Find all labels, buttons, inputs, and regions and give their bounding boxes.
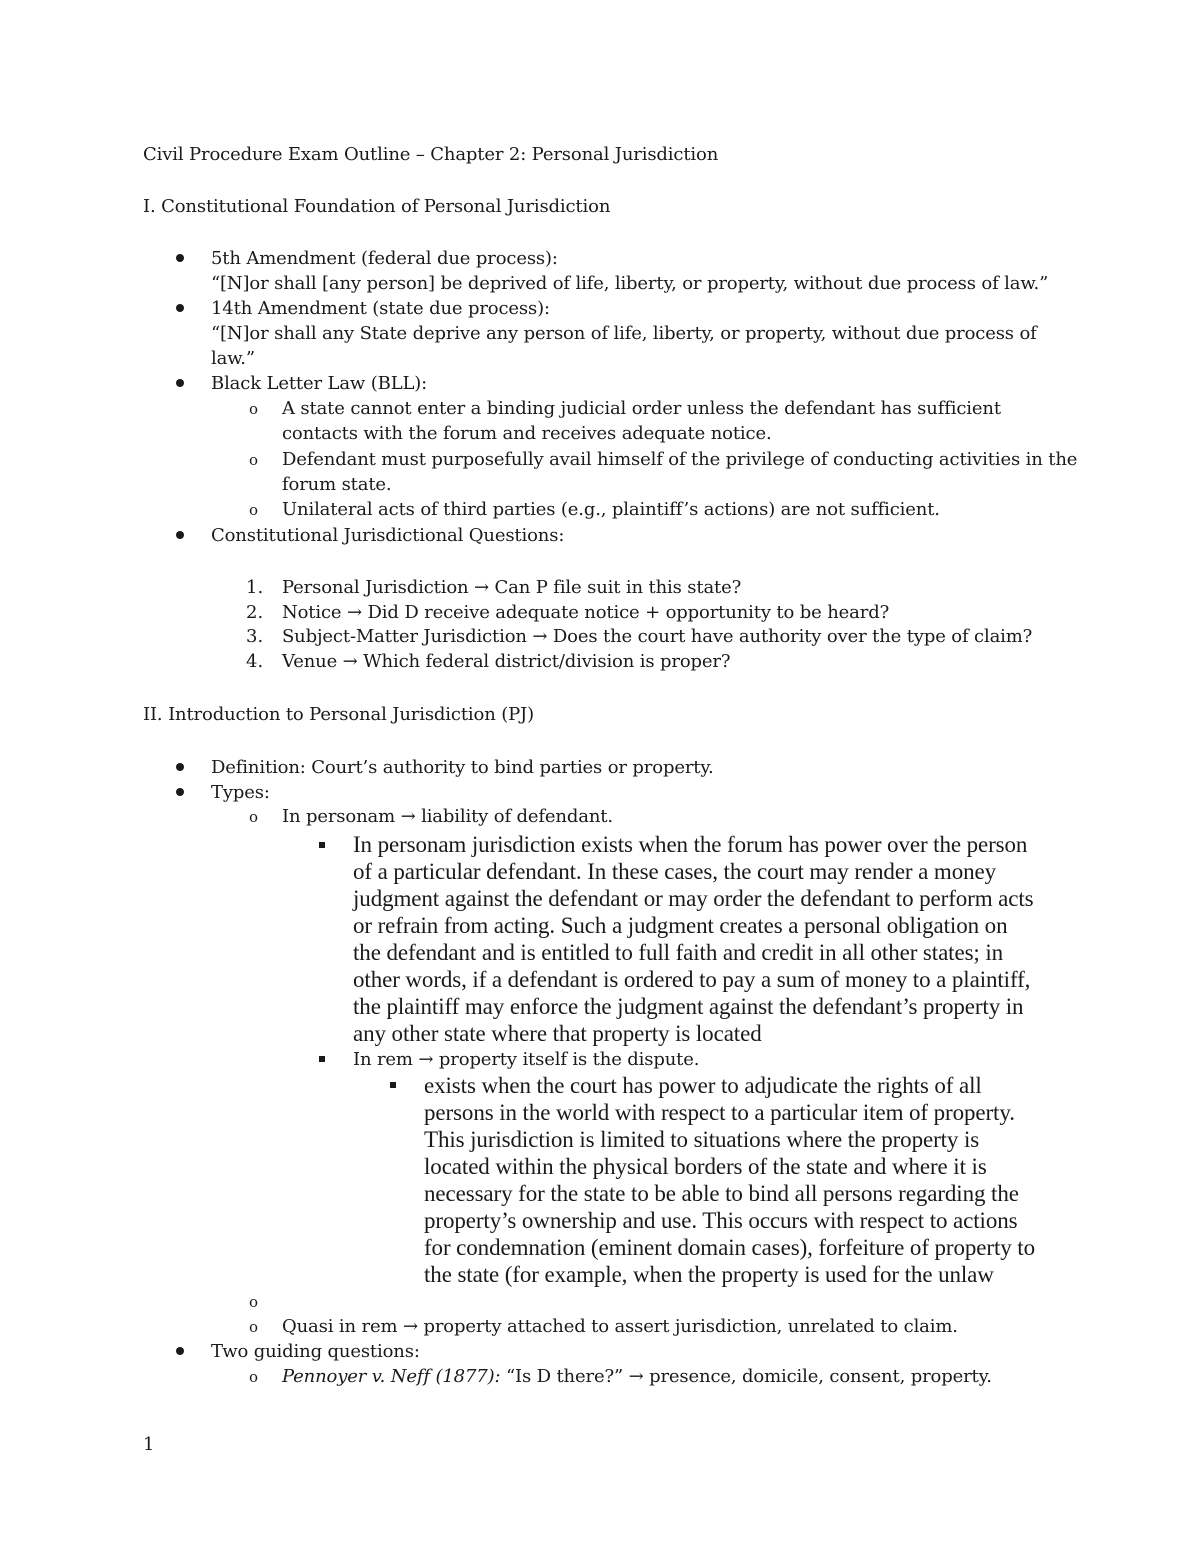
bullet-o-icon: o (249, 501, 259, 519)
question-number: 2. (246, 602, 264, 623)
question-item: Subject-Matter Jurisdiction → Does the court have authority over the type of claim? (282, 626, 1033, 647)
bullet-dot-icon (176, 788, 184, 796)
list-item: Defendant must purposefully avail himself of the privilege of conducting activities in the (282, 449, 1078, 470)
paragraph-line: property’s ownership and use. This occurs with respect to actions (424, 1208, 1018, 1233)
list-item: Definition: Court’s authority to bind parties or property. (211, 757, 714, 778)
question-item: Personal Jurisdiction → Can P file suit in this state? (282, 577, 742, 598)
bullet-dot-icon (176, 379, 184, 387)
bullet-dot-icon (176, 531, 184, 539)
case-name: Pennoyer v. Neff (1877): (282, 1366, 501, 1387)
list-item: Types: (211, 782, 270, 803)
list-item: Constitutional Jurisdictional Questions: (211, 525, 565, 546)
document-title: Civil Procedure Exam Outline – Chapter 2: Personal Jurisdiction (143, 144, 719, 165)
bullet-o-icon: o (249, 400, 259, 418)
list-item: In personam → liability of defendant. (282, 806, 613, 827)
bullet-o-icon: o (249, 1293, 259, 1311)
question-number: 1. (246, 577, 264, 598)
paragraph-line: the defendant and is entitled to full faith and credit in all other states; in (353, 940, 1004, 965)
quote-14th-amendment: “[N]or shall any State deprive any person of life, liberty, or property, without due process of (211, 323, 1037, 344)
paragraph-line: located within the physical borders of the state and where it is (424, 1154, 987, 1179)
paragraph-line: exists when the court has power to adjudicate the rights of all (424, 1073, 982, 1098)
bullet-dot-icon (176, 763, 184, 771)
paragraph-line: This jurisdiction is limited to situations where the property is (424, 1127, 980, 1152)
paragraph-line: any other state where that property is located (353, 1021, 762, 1046)
bullet-square-icon (319, 842, 325, 848)
bullet-o-icon: o (249, 808, 259, 826)
paragraph-line: other words, if a defendant is ordered to pay a sum of money to a plaintiff, (353, 967, 1031, 992)
paragraph-line: necessary for the state to be able to bind all persons regarding the (424, 1181, 1019, 1206)
bullet-square-icon (390, 1082, 396, 1088)
section-2-heading: II. Introduction to Personal Jurisdiction (PJ) (143, 704, 534, 725)
list-item: In rem → property itself is the dispute. (353, 1049, 700, 1070)
list-item: 5th Amendment (federal due process): (211, 248, 558, 269)
list-item: A state cannot enter a binding judicial order unless the defendant has sufficient (282, 398, 1001, 419)
question-number: 3. (246, 626, 264, 647)
paragraph-line: the state (for example, when the property is used for the unlaw (424, 1262, 994, 1287)
paragraph-line: persons in the world with respect to a particular item of property. (424, 1100, 1015, 1125)
list-item: Unilateral acts of third parties (e.g., plaintiff’s actions) are not sufficient. (282, 499, 940, 520)
bullet-o-icon: o (249, 1368, 259, 1386)
bullet-o-icon: o (249, 1318, 259, 1336)
bullet-square-icon (319, 1056, 325, 1062)
paragraph-line: for condemnation (eminent domain cases), forfeiture of property to (424, 1235, 1035, 1260)
paragraph-line: the plaintiff may enforce the judgment against the defendant’s property in (353, 994, 1024, 1019)
list-item: Quasi in rem → property attached to assert jurisdiction, unrelated to claim. (282, 1316, 958, 1337)
section-1-heading: I. Constitutional Foundation of Personal Jurisdiction (143, 196, 611, 217)
list-item: Black Letter Law (BLL): (211, 373, 428, 394)
paragraph-line: of a particular defendant. In these cases, the court may render a money (353, 859, 996, 884)
question-number: 4. (246, 651, 264, 672)
list-item-cont: forum state. (282, 474, 392, 495)
question-item: Notice → Did D receive adequate notice + opportunity to be heard? (282, 602, 890, 623)
quote-5th-amendment: “[N]or shall [any person] be deprived of life, liberty, or property, without due process of law.” (211, 273, 1049, 294)
list-item-pennoyer (282, 1364, 992, 1389)
list-item: 14th Amendment (state due process): (211, 298, 550, 319)
bullet-o-icon: o (249, 451, 259, 469)
case-description: “Is D there?” → presence, domicile, consent, property. (500, 1366, 992, 1387)
paragraph-line: In personam jurisdiction exists when the forum has power over the person (353, 832, 1028, 857)
bullet-dot-icon (176, 1347, 184, 1355)
question-item: Venue → Which federal district/division is proper? (282, 651, 731, 672)
paragraph-line: judgment against the defendant or may order the defendant to perform acts (353, 886, 1034, 911)
paragraph-line: or refrain from acting. Such a judgment creates a personal obligation on (353, 913, 1008, 938)
list-item-cont: contacts with the forum and receives adequate notice. (282, 423, 772, 444)
quote-14th-amendment-cont: law.” (211, 348, 255, 369)
list-item: Two guiding questions: (211, 1341, 420, 1362)
bullet-dot-icon (176, 304, 184, 312)
page-number: 1 (143, 1434, 155, 1455)
bullet-dot-icon (176, 254, 184, 262)
